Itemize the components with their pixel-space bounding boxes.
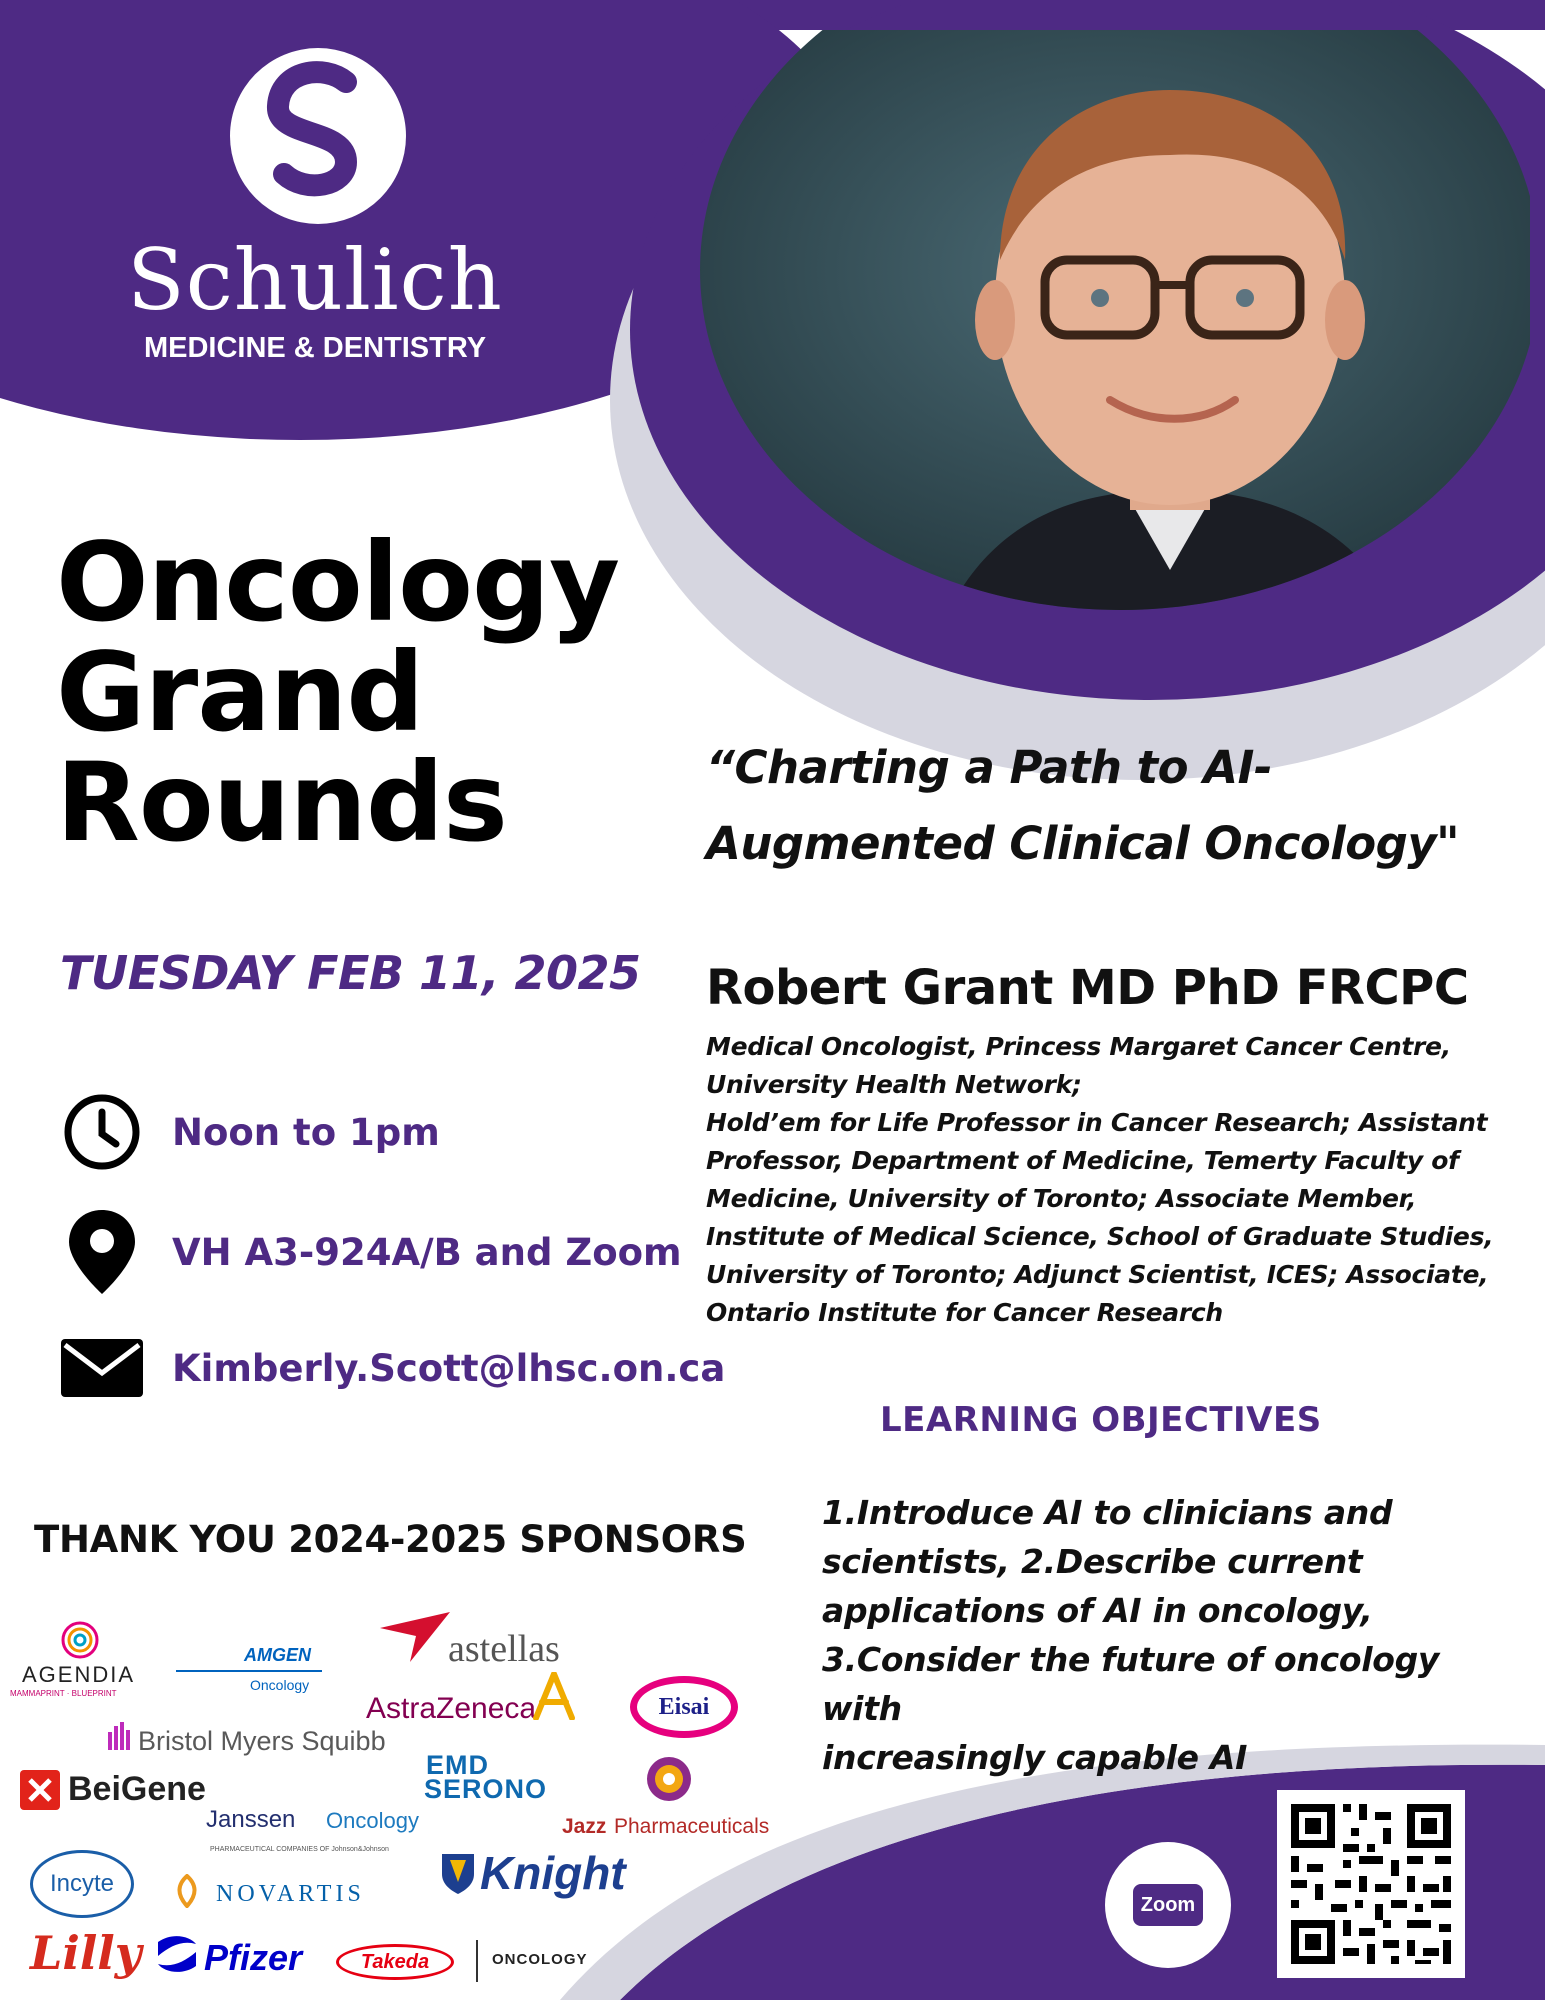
speaker-bio-line: Professor, Department of Medicine, Temerty Faculty of: [706, 1146, 1459, 1175]
speaker-photo: [690, 30, 1530, 630]
event-date: TUESDAY FEB 11, 2025: [60, 946, 641, 1000]
talk-title-line-2: Augmented Clinical Oncology": [706, 817, 1460, 870]
zoom-badge[interactable]: [1105, 1842, 1231, 1968]
sponsor-janssen: Janssen: [206, 1806, 296, 1833]
sponsor-incyte: Incyte: [49, 1870, 115, 1897]
talk-title-line-1: “Charting a Path to AI-: [706, 741, 1273, 794]
sponsors-heading: THANK YOU 2024-2025 SPONSORS: [34, 1518, 747, 1561]
talk-title: [706, 730, 1526, 882]
learning-objective-line: 1.Introduce AI to clinicians and: [822, 1493, 1393, 1532]
speaker-bio-line: Medical Oncologist, Princess Margaret Cancer Centre,: [706, 1032, 1451, 1061]
email-row: [60, 1326, 725, 1410]
event-location: VH A3-924A/B and Zoom: [172, 1230, 682, 1274]
event-title-line-3: Rounds: [56, 739, 507, 866]
sponsor-novartis: NOVARTIS: [216, 1881, 365, 1907]
event-time: Noon to 1pm: [172, 1110, 440, 1154]
speaker-bio: [706, 1028, 1516, 1332]
sponsor-incyte-badge: [30, 1850, 134, 1918]
sponsor-agendia: AGENDIA: [22, 1662, 136, 1687]
astellas-star-icon: [380, 1612, 450, 1662]
takeda-divider: [476, 1940, 478, 1982]
astrazeneca-symbol-icon: [532, 1672, 576, 1720]
sponsor-jazz: Jazz: [562, 1815, 607, 1838]
speaker-bio-line: University of Toronto; Adjunct Scientist, ICES; Associate,: [706, 1260, 1489, 1289]
sponsor-agendia-sub: MAMMAPRINT · BLUEPRINT: [10, 1689, 117, 1698]
location-row: [60, 1210, 682, 1294]
event-title-line-2: Grand: [56, 629, 424, 756]
speaker-bio-line: Medicine, University of Toronto; Associate Member,: [706, 1184, 1417, 1213]
sponsor-amgen-sub: Oncology: [250, 1677, 310, 1693]
time-row: [60, 1090, 440, 1174]
sponsor-takeda-oncology: ONCOLOGY: [492, 1951, 588, 1968]
zoom-camera-icon: [1133, 1884, 1203, 1926]
knight-shield-icon: [440, 1852, 476, 1894]
sponsor-beigene: BeiGene: [68, 1770, 206, 1808]
learning-objective-line: increasingly capable AI: [822, 1738, 1248, 1777]
sponsor-lilly: Lilly: [30, 1926, 142, 1980]
contact-email[interactable]: Kimberly.Scott@lhsc.on.ca: [172, 1346, 726, 1390]
sponsor-eisai: Eisai: [658, 1693, 710, 1720]
jazz-icon: [646, 1756, 692, 1802]
sponsor-takeda-badge: [336, 1944, 454, 1980]
speaker-bio-line: Hold’em for Life Professor in Cancer Research; Assistant: [706, 1108, 1488, 1137]
sponsor-bms: Bristol Myers Squibb: [138, 1726, 386, 1756]
agendia-fingerprint-icon: [60, 1620, 100, 1660]
learning-objective-line: applications of AI in oncology,: [822, 1591, 1373, 1630]
sponsor-janssen-sub: PHARMACEUTICAL COMPANIES OF Johnson&Johnson: [210, 1846, 389, 1853]
zoom-label: Zoom: [1140, 1893, 1196, 1916]
sponsor-jazz-pharma: Pharmaceuticals: [614, 1815, 770, 1838]
sponsor-janssen-oncology: Oncology: [326, 1808, 419, 1833]
sponsor-astellas: astellas: [448, 1628, 560, 1670]
learning-objectives-heading: LEARNING OBJECTIVES: [880, 1400, 1322, 1440]
amgen-rule: [176, 1670, 322, 1672]
sponsor-eisai-badge: [630, 1676, 738, 1738]
event-title-line-1: Oncology: [56, 519, 620, 646]
sponsor-emd: EMD: [426, 1750, 489, 1780]
mail-icon: [60, 1326, 144, 1410]
sponsor-takeda: Takeda: [360, 1950, 430, 1973]
learning-objectives-text: [822, 1488, 1522, 1782]
beigene-icon: [20, 1770, 60, 1810]
sponsor-knight: Knight: [480, 1847, 626, 1899]
speaker-name: Robert Grant MD PhD FRCPC: [706, 960, 1469, 1016]
location-pin-icon: [60, 1210, 144, 1294]
novartis-flame-icon: [170, 1874, 204, 1908]
speaker-bio-line: Ontario Institute for Cancer Research: [706, 1298, 1223, 1327]
speaker-bio-line: Institute of Medical Science, School of Graduate Studies,: [706, 1222, 1494, 1251]
sponsor-amgen: AMGEN: [244, 1645, 311, 1665]
sponsor-astrazeneca: AstraZeneca: [366, 1692, 537, 1725]
learning-objective-line: scientists, 2.Describe current: [822, 1542, 1363, 1581]
bms-icon: [108, 1722, 132, 1752]
qr-code[interactable]: [1277, 1790, 1465, 1978]
pfizer-helix-icon: [152, 1932, 202, 1976]
logo-subtitle: MEDICINE & DENTISTRY: [143, 332, 487, 364]
event-title: [56, 519, 656, 866]
sponsor-pfizer: Pfizer: [204, 1937, 303, 1978]
learning-objective-line: 3.Consider the future of oncology with: [822, 1640, 1440, 1728]
logo-wordmark: Schulich: [127, 231, 503, 329]
schulich-emblem-icon: [228, 46, 408, 226]
sponsor-serono: SERONO: [424, 1774, 548, 1804]
speaker-bio-line: University Health Network;: [706, 1070, 1082, 1099]
clock-icon: [60, 1090, 144, 1174]
qr-code-icon: [1277, 1790, 1465, 1978]
